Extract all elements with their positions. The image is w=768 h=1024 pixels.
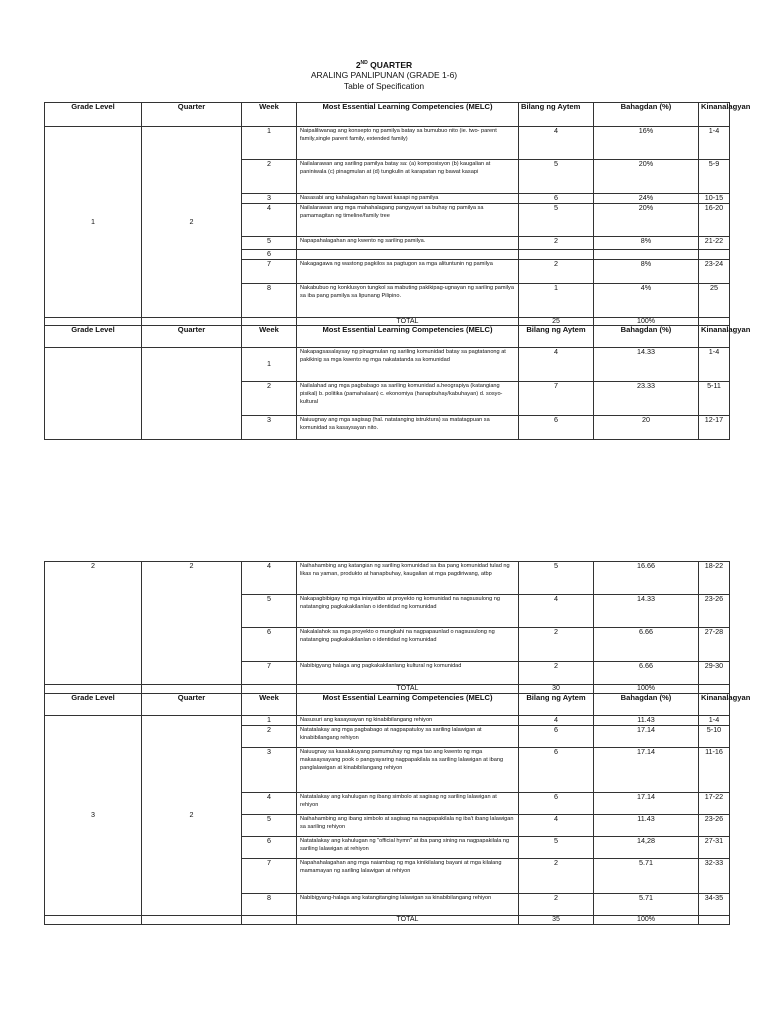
melc-cell: Nasasabi ang kahalagahan ng bawat kasapi ng pamilya bbox=[297, 194, 519, 204]
percent-cell: 20 bbox=[594, 416, 699, 440]
placement-cell: 25 bbox=[699, 283, 730, 317]
week-cell: 1 bbox=[242, 716, 297, 726]
items-cell: 6 bbox=[519, 726, 594, 748]
items-cell: 2 bbox=[519, 662, 594, 685]
placement-cell: 1-4 bbox=[699, 348, 730, 382]
placement-cell: 5-11 bbox=[699, 382, 730, 416]
specification-table-bottom bbox=[44, 561, 751, 925]
week-cell: 2 bbox=[242, 160, 297, 194]
week-cell: 6 bbox=[242, 250, 297, 260]
percent-cell bbox=[594, 250, 699, 260]
table-row bbox=[45, 562, 730, 595]
total-items: 25 bbox=[519, 317, 594, 326]
placement-cell: 23-26 bbox=[699, 815, 730, 837]
percent-cell: 20% bbox=[594, 204, 699, 237]
document-header bbox=[0, 58, 768, 91]
week-cell: 3 bbox=[242, 416, 297, 440]
placement-cell: 12-17 bbox=[699, 416, 730, 440]
melc-cell: Napahahalagahan ang mga naiambag ng mga kinikilalang bayani at mga kilalang mamamayan ng sariling lalawigan at rehiyon bbox=[297, 859, 519, 894]
items-cell: 5 bbox=[519, 837, 594, 859]
placement-cell: 27-28 bbox=[699, 628, 730, 662]
placement-cell: 16-20 bbox=[699, 204, 730, 237]
items-cell bbox=[519, 250, 594, 260]
specification-table-top bbox=[44, 102, 751, 440]
percent-cell: 17.14 bbox=[594, 726, 699, 748]
items-cell: 4 bbox=[519, 716, 594, 726]
table-header-row bbox=[45, 103, 730, 127]
header-week: Week bbox=[242, 103, 297, 127]
week-cell: 1 bbox=[242, 127, 297, 160]
week-cell: 8 bbox=[242, 894, 297, 916]
percent-cell: 11.43 bbox=[594, 815, 699, 837]
melc-cell: Nailalarawan ang mga mahahalagang pangyayari sa buhay ng pamilya sa pamamagitan ng timeline/family tree bbox=[297, 204, 519, 237]
items-cell: 2 bbox=[519, 859, 594, 894]
melc-cell: Natatalakay ang kahulugan ng "official hymn" at iba pang sining na nagpapakilala ng sariling lalawigan at rehiyon bbox=[297, 837, 519, 859]
placement-cell: 27-31 bbox=[699, 837, 730, 859]
percent-cell: 16% bbox=[594, 127, 699, 160]
percent-cell: 6.66 bbox=[594, 662, 699, 685]
quarter-cell: 2 bbox=[142, 127, 242, 318]
melc-cell: Nailalahad ang mga pagbabago sa sariling komunidad a.heograpiya (katangiang pisikal) b. politika (pamahalaan) c. ekonomiya (hanapbuhay/kabuhayan) d. sosyo-kultural bbox=[297, 382, 519, 416]
items-cell: 4 bbox=[519, 348, 594, 382]
melc-cell: Nasusuri ang kasaysayan ng kinabibilangang rehiyon bbox=[297, 716, 519, 726]
header-quarter: Quarter bbox=[142, 326, 242, 348]
melc-cell: Naiuugnay sa kasalukuyang pamumuhay ng mga tao ang kwento ng mga makasaysayang pook o pangyayaring nagpapakilala sa sariling lalawigan at ibang panglalawigan at kinabibilangang rehiyon bbox=[297, 748, 519, 793]
percent-cell: 11.43 bbox=[594, 716, 699, 726]
percent-cell: 14.33 bbox=[594, 595, 699, 628]
percent-cell: 17.14 bbox=[594, 793, 699, 815]
melc-cell: Nakapagbibigay ng mga inisyatibo at proyekto ng komunidad na nagsusulong ng natatanging pagkakakilanlan o identidad ng komunidad bbox=[297, 595, 519, 628]
quarter-cell: 2 bbox=[142, 716, 242, 916]
header-quarter: Quarter bbox=[142, 103, 242, 127]
week-cell: 5 bbox=[242, 815, 297, 837]
week-cell: 6 bbox=[242, 628, 297, 662]
melc-cell: Natatalakay ang kahulugan ng ibang simbolo at sagisag ng sariling lalawigan at rehiyon bbox=[297, 793, 519, 815]
placement-cell: 5-9 bbox=[699, 160, 730, 194]
melc-cell: Nakalalahok sa mga proyekto o mungkahi na nagpapaunlad o nagsusulong ng natatanging pagkakakilanlan o identidad ng komunidad bbox=[297, 628, 519, 662]
percent-cell: 17.14 bbox=[594, 748, 699, 793]
table-header-row bbox=[45, 326, 730, 348]
items-cell: 5 bbox=[519, 204, 594, 237]
melc-cell: Napapahalagahan ang kwento ng sariling pamilya. bbox=[297, 237, 519, 250]
percent-cell: 5.71 bbox=[594, 859, 699, 894]
table-row bbox=[45, 348, 730, 382]
header-bilang-ng-aytem: Bilang ng Aytem bbox=[519, 694, 594, 716]
percent-cell: 5.71 bbox=[594, 894, 699, 916]
header-week: Week bbox=[242, 326, 297, 348]
items-cell: 6 bbox=[519, 194, 594, 204]
week-cell: 4 bbox=[242, 793, 297, 815]
week-cell: 7 bbox=[242, 259, 297, 283]
header-bahagdan: Bahagdan (%) bbox=[594, 103, 699, 127]
quarter-title: 2ND QUARTER bbox=[355, 59, 413, 70]
header-bahagdan: Bahagdan (%) bbox=[594, 694, 699, 716]
total-row bbox=[45, 916, 730, 925]
items-cell: 4 bbox=[519, 595, 594, 628]
grade-level-cell: 2 bbox=[45, 562, 142, 685]
table-row bbox=[45, 127, 730, 160]
items-cell: 2 bbox=[519, 894, 594, 916]
items-cell: 5 bbox=[519, 562, 594, 595]
melc-cell: Nailalarawan ang sariling pamilya batay sa: (a) komposisyon (b) kaugalian at paniniwala (c) pinagmulan at (d) tungkulin at karapatan ng bawat kasapi bbox=[297, 160, 519, 194]
week-cell: 5 bbox=[242, 237, 297, 250]
header-kinanalagyan: Kinanalagyan bbox=[699, 694, 730, 716]
melc-cell: Nabibigyang-halaga ang katangitanging lalawigan sa kinabibilangang rehiyon bbox=[297, 894, 519, 916]
items-cell: 6 bbox=[519, 748, 594, 793]
percent-cell: 6.66 bbox=[594, 628, 699, 662]
total-label: TOTAL bbox=[297, 685, 519, 694]
header-melc: Most Essential Learning Competencies (MELC) bbox=[297, 694, 519, 716]
total-label: TOTAL bbox=[297, 916, 519, 925]
items-cell: 6 bbox=[519, 416, 594, 440]
total-label: TOTAL bbox=[297, 317, 519, 326]
items-cell: 6 bbox=[519, 793, 594, 815]
week-cell: 4 bbox=[242, 562, 297, 595]
week-cell: 7 bbox=[242, 859, 297, 894]
melc-cell: Nakabubuo ng konklusyon tungkol sa mabuting pakikipag-ugnayan ng sariling pamilya sa iba pang pamilya sa lipunang Pilipino. bbox=[297, 283, 519, 317]
header-bahagdan: Bahagdan (%) bbox=[594, 326, 699, 348]
quarter-cell: 2 bbox=[142, 562, 242, 685]
percent-cell: 14.33 bbox=[594, 348, 699, 382]
placement-cell bbox=[699, 250, 730, 260]
header-kinanalagyan: Kinanalagyan bbox=[699, 326, 730, 348]
percent-cell: 16.66 bbox=[594, 562, 699, 595]
total-percent: 100% bbox=[594, 916, 699, 925]
percent-cell: 8% bbox=[594, 259, 699, 283]
percent-cell: 20% bbox=[594, 160, 699, 194]
total-items: 30 bbox=[519, 685, 594, 694]
melc-cell: Nabibigyang halaga ang pagkakakilanlang kultural ng komunidad bbox=[297, 662, 519, 685]
percent-cell: 8% bbox=[594, 237, 699, 250]
items-cell: 2 bbox=[519, 628, 594, 662]
total-percent: 100% bbox=[594, 317, 699, 326]
placement-cell: 23-24 bbox=[699, 259, 730, 283]
melc-cell: Naiuugnay ang mga sagisag (hal. natatanging istruktura) sa matatagpuan sa komunidad sa kasaysayan nito. bbox=[297, 416, 519, 440]
week-cell: 7 bbox=[242, 662, 297, 685]
melc-cell: Nakapagsasalaysay ng pinagmulan ng sariling komunidad batay sa pagtatanong at pakikinig sa mga kwento ng mga nakatatanda sa komunidad bbox=[297, 348, 519, 382]
melc-cell: Natatalakay ang mga pagbabago at nagpapatuloy sa sariling lalawigan at kinabibilangang rehiyon bbox=[297, 726, 519, 748]
week-cell: 2 bbox=[242, 382, 297, 416]
melc-cell: Naihahambing ang ibang simbolo at sagisag na nagpapakilala ng iba't ibang lalawigan sa sariling rehiyon bbox=[297, 815, 519, 837]
total-items: 35 bbox=[519, 916, 594, 925]
header-quarter: Quarter bbox=[142, 694, 242, 716]
items-cell: 1 bbox=[519, 283, 594, 317]
placement-cell: 1-4 bbox=[699, 127, 730, 160]
percent-cell: 4% bbox=[594, 283, 699, 317]
header-week: Week bbox=[242, 694, 297, 716]
melc-cell: Nakagagawa ng wastong pagkilos sa pagtugon sa mga alituntunin ng pamilya bbox=[297, 259, 519, 283]
placement-cell: 34-35 bbox=[699, 894, 730, 916]
grade-level-cell: 3 bbox=[45, 716, 142, 916]
melc-cell bbox=[297, 250, 519, 260]
items-cell: 5 bbox=[519, 160, 594, 194]
placement-cell: 5-10 bbox=[699, 726, 730, 748]
header-grade-level: Grade Level bbox=[45, 103, 142, 127]
table-row bbox=[45, 716, 730, 726]
items-cell: 4 bbox=[519, 815, 594, 837]
grade-level-cell: 1 bbox=[45, 127, 142, 318]
table-header-row bbox=[45, 694, 730, 716]
header-bilang-ng-aytem: Bilang ng Aytem bbox=[519, 326, 594, 348]
percent-cell: 24% bbox=[594, 194, 699, 204]
header-bilang-ng-aytem: Bilang ng Aytem bbox=[519, 103, 594, 127]
header-melc: Most Essential Learning Competencies (MELC) bbox=[297, 103, 519, 127]
placement-cell: 32-33 bbox=[699, 859, 730, 894]
items-cell: 4 bbox=[519, 127, 594, 160]
melc-cell: Naipaliliwanag ang konsepto ng pamilya batay sa bumubuo nito (ie. two- parent family,single parent family, extended family) bbox=[297, 127, 519, 160]
placement-cell: 11-16 bbox=[699, 748, 730, 793]
week-cell: 6 bbox=[242, 837, 297, 859]
placement-cell: 18-22 bbox=[699, 562, 730, 595]
header-melc: Most Essential Learning Competencies (MELC) bbox=[297, 326, 519, 348]
week-cell: 1 bbox=[242, 348, 297, 382]
items-cell: 7 bbox=[519, 382, 594, 416]
week-cell: 2 bbox=[242, 726, 297, 748]
document-subtitle: Table of Specification bbox=[343, 80, 425, 91]
week-cell: 3 bbox=[242, 194, 297, 204]
percent-cell: 14,28 bbox=[594, 837, 699, 859]
header-grade-level: Grade Level bbox=[45, 326, 142, 348]
placement-cell: 17-22 bbox=[699, 793, 730, 815]
week-cell: 5 bbox=[242, 595, 297, 628]
placement-cell: 21-22 bbox=[699, 237, 730, 250]
total-percent: 100% bbox=[594, 685, 699, 694]
week-cell: 4 bbox=[242, 204, 297, 237]
items-cell: 2 bbox=[519, 259, 594, 283]
percent-cell: 23.33 bbox=[594, 382, 699, 416]
placement-cell: 29-30 bbox=[699, 662, 730, 685]
placement-cell: 23-26 bbox=[699, 595, 730, 628]
week-cell: 8 bbox=[242, 283, 297, 317]
week-cell: 3 bbox=[242, 748, 297, 793]
header-kinanalagyan: Kinanalagyan bbox=[699, 103, 730, 127]
header-grade-level: Grade Level bbox=[45, 694, 142, 716]
items-cell: 2 bbox=[519, 237, 594, 250]
melc-cell: Naihahambing ang katangian ng sariling komunidad sa iba pang komunidad tulad ng likas na yaman, produkto at hanapbuhay, kaugalian at mga pagdiriwang, atbp bbox=[297, 562, 519, 595]
placement-cell: 1-4 bbox=[699, 716, 730, 726]
placement-cell: 10-15 bbox=[699, 194, 730, 204]
subject-title: ARALING PANLIPUNAN (GRADE 1-6) bbox=[310, 70, 458, 81]
